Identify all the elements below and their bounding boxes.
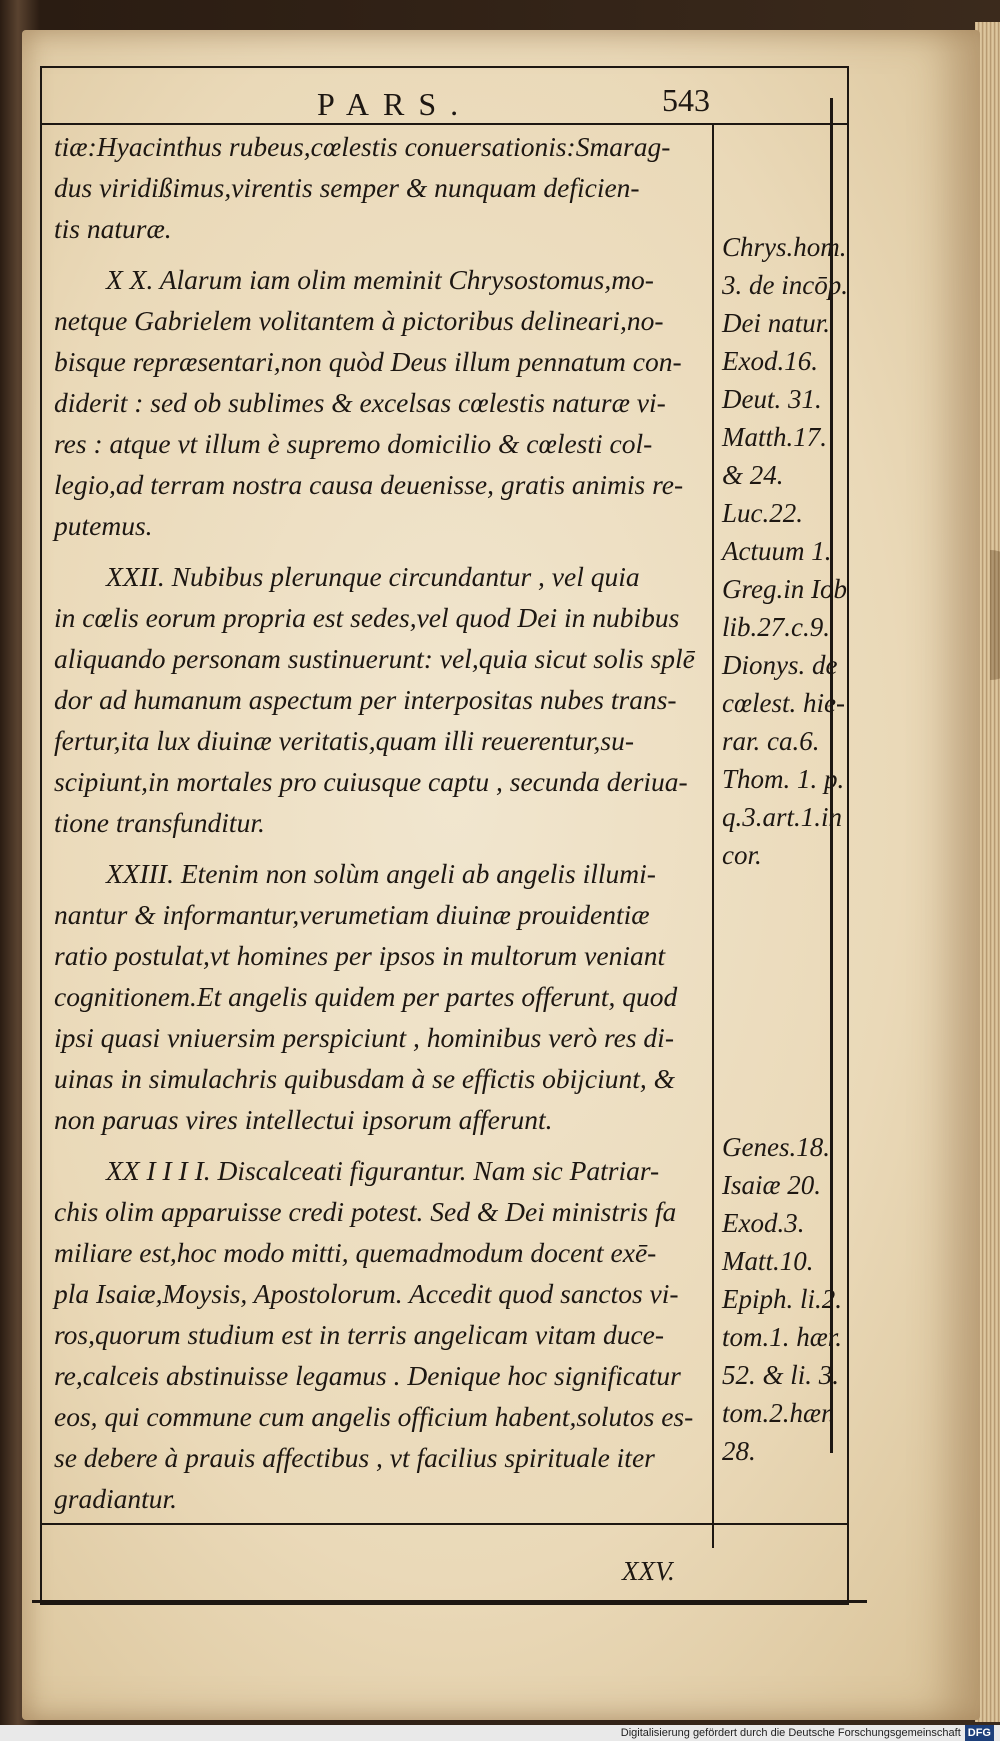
paragraph [54,1150,704,1519]
marginal-note: Genes.18. [722,1132,830,1162]
marginal-note: q.3.art.1.in [722,802,843,832]
digitization-credit [0,1725,1000,1741]
marginal-note: Epiph. li.2. [722,1284,842,1314]
text-line: res : atque vt illum è supremo domicilio & cœlesti col- [54,428,653,459]
text-line: putemus. [54,510,153,541]
text-line: nantur & informantur,verumetiam diuinæ prouidentiæ [54,899,650,930]
text-line: XXIII. Etenim non solùm angeli ab angelis illumi- [106,858,656,889]
text-line: netque Gabrielem volitantem à pictoribus delineari,no- [54,305,664,336]
marginal-note: Exod.16. [722,346,818,376]
text-frame [40,66,849,1605]
text-line: bisque repræsentari,non quòd Deus illum pennatum con- [54,346,682,377]
marginal-note: 28. [722,1436,756,1466]
marginal-note: cœlest. hie- [722,688,845,718]
text-line: tione transfunditur. [54,807,265,838]
marginal-note: Actuum 1. [722,536,832,566]
credit-text: Digitalisierung gefördert durch die Deutsche Forschungsgemeinschaft [620,1727,961,1739]
bottom-rule [32,1600,867,1603]
text-line: ipsi quasi vniuersim perspiciunt , hominibus verò res di- [54,1022,674,1053]
marginal-note: Thom. 1. p. [722,764,845,794]
text-line: X X. Alarum iam olim meminit Chrysostomus,mo- [106,264,654,295]
marginal-note: & 24. [722,460,784,490]
marginalia-block-1 [722,228,848,874]
running-title: PARS. [317,86,473,122]
text-line: diderit : sed ob sublimes & excelsas cœlestis naturæ vi- [54,387,666,418]
marginal-note: cor. [722,840,762,870]
marginalia-block-2 [722,1128,844,1470]
text-line: legio,ad terram nostra causa deuenisse, gratis animis re- [54,469,684,500]
text-line: dus viridißimus,virentis semper & nunquam deficien- [54,172,640,203]
marginal-note: Dei natur. [722,308,830,338]
text-line: ros,quorum studium est in terris angelicam vitam duce- [54,1319,665,1350]
paragraph [54,259,704,546]
marginal-note: Chrys.hom. [722,232,847,262]
text-line: tiæ:Hyacinthus rubeus,cœlestis conuersationis:Smarag- [54,131,671,162]
paragraph [54,853,704,1140]
header-rule [42,123,847,125]
catchword: XXV. [622,1556,675,1586]
marginal-note: Greg.in Iob [722,574,847,604]
marginal-note: Matth.17. [722,422,827,452]
footer-rule [42,1523,847,1525]
marginal-note: Luc.22. [722,498,803,528]
text-line: ratio postulat,vt homines per ipsos in multorum veniant [54,940,666,971]
text-line: in cœlis eorum propria est sedes,vel quod Dei in nubibus [54,602,680,633]
text-line: aliquando personam sustinuerunt: vel,quia sicut solis splē [54,643,695,674]
text-line: gradiantur. [54,1483,178,1514]
marginal-note: Dionys. de [722,650,838,680]
marginal-note: lib.27.c.9. [722,612,830,642]
text-line: XXII. Nubibus plerunque circundantur , vel quia [106,561,640,592]
marginal-note: Deut. 31. [722,384,822,414]
marginal-note: Exod.3. [722,1208,805,1238]
text-line: scipiunt,in mortales pro cuiusque captu , secunda deriua- [54,766,688,797]
text-line: se debere à prauis affectibus , vt facilius spirituale iter [54,1442,655,1473]
marginal-note: tom.2.hær. [722,1398,836,1428]
dfg-logo: DFG [965,1725,994,1741]
paragraph [54,126,704,249]
margin-column-rule [712,123,714,1548]
text-line: XX I I I I. Discalceati figurantur. Nam sic Patriar- [106,1155,660,1186]
clasp-shadow [990,550,1000,680]
marginal-note: Isaiæ 20. [722,1170,822,1200]
paragraph [54,556,704,843]
marginal-note: 3. de incōp. [722,270,848,300]
marginal-note: rar. ca.6. [722,726,820,756]
text-line: miliare est,hoc modo mitti, quemadmodum docent exē- [54,1237,657,1268]
marginal-note: tom.1. hær. [722,1322,843,1352]
marginal-note: Matt.10. [722,1246,814,1276]
text-line: tis naturæ. [54,213,172,244]
text-line: chis olim apparuisse credi potest. Sed & Dei ministris fa [54,1196,677,1227]
page-number: 543 [662,82,710,118]
marginal-note: 52. & li. 3. [722,1360,840,1390]
text-line: cognitionem.Et angelis quidem per partes offerunt, quod [54,981,678,1012]
text-line: fertur,ita lux diuinæ veritatis,quam illi reuerentur,su- [54,725,635,756]
text-line: re,calceis abstinuisse legamus . Denique hoc significatur [54,1360,681,1391]
text-line: dor ad humanum aspectum per interpositas nubes trans- [54,684,677,715]
main-text [54,126,704,1519]
text-line: non paruas vires intellectui ipsorum afferunt. [54,1104,553,1135]
text-line: uinas in simulachris quibusdam à se effictis obijciunt, & [54,1063,676,1094]
text-line: eos, qui commune cum angelis officium habent,solutos es- [54,1401,694,1432]
text-line: pla Isaiæ,Moysis, Apostolorum. Accedit quod sanctos vi- [54,1278,679,1309]
